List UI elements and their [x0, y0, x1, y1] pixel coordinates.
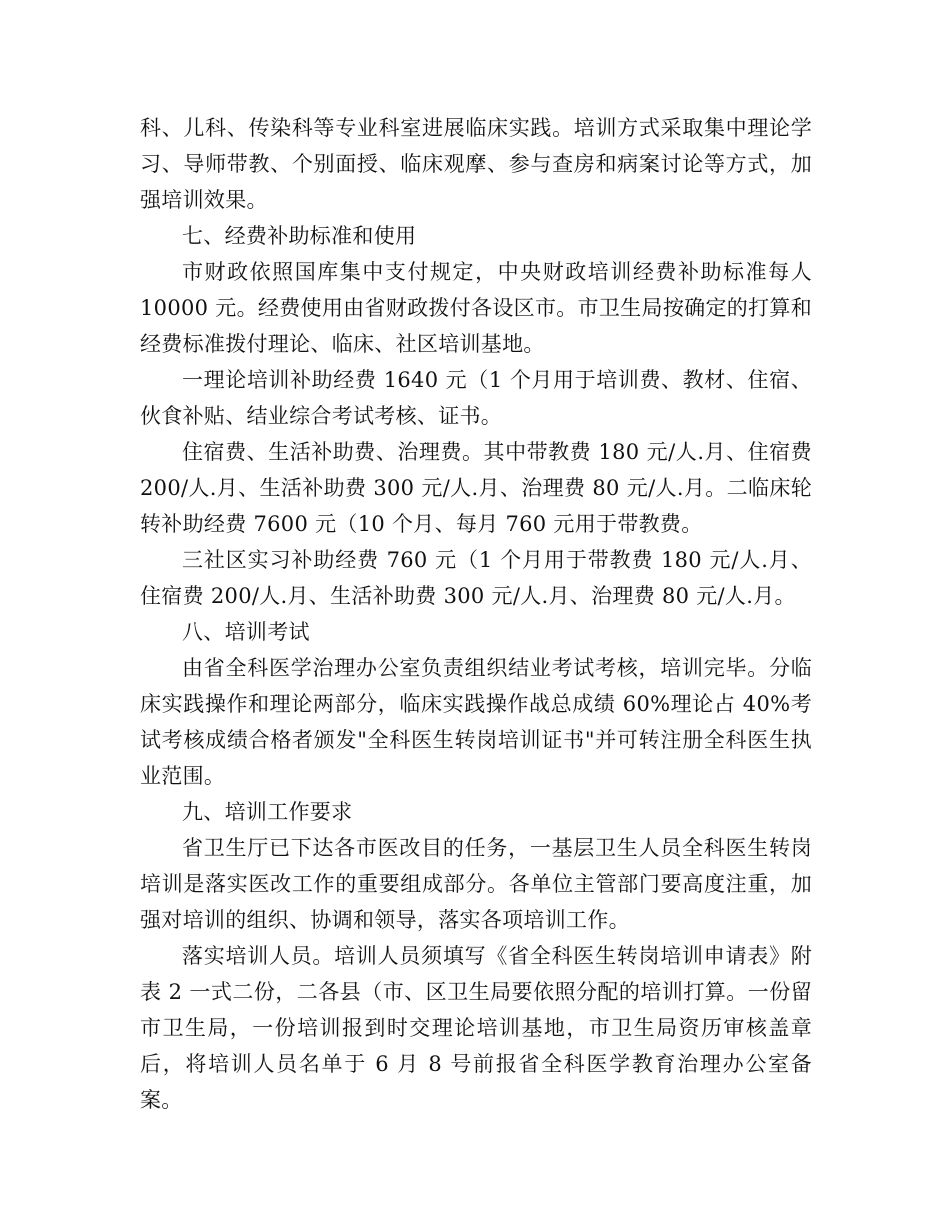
section-heading-funding: 七、经费补助标准和使用: [182, 224, 417, 248]
section-heading-exam: 八、培训考试: [182, 620, 310, 644]
paragraph-clinical-practice: 科、儿科、传染科等专业科室进展临床实践。培训方式采取集中理论学习、导师带教、个别面授、临床观摩、参与查房和病案讨论等方式，加强培训效果。: [140, 116, 812, 212]
paragraph-accommodation-funding: 住宿费、生活补助费、治理费。其中带教费 180 元/人.月、住宿费 200/人.月、生活补助费 300 元/人.月、治理费 80 元/人.月。二临床轮转补助经费 7600 元（10 个月、每月 760 元用于带教费。: [140, 440, 812, 536]
paragraph-requirements: 省卫生厅已下达各市医改目的任务，一基层卫生人员全科医生转岗培训是落实医改工作的重要组成部分。各单位主管部门要高度注重，加强对培训的组织、协调和领导，落实各项培训工作。: [140, 836, 812, 932]
paragraph-funding-standard: 市财政依照国库集中支付规定，中央财政培训经费补助标准每人 10000 元。经费使用由省财政拨付各设区市。市卫生局按确定的打算和经费标准拨付理论、临床、社区培训基地。: [140, 260, 812, 356]
paragraph-community-funding: 三社区实习补助经费 760 元（1 个月用于带教费 180 元/人.月、住宿费 200/人.月、生活补助费 300 元/人.月、治理费 80 元/人.月。: [140, 548, 812, 608]
section-heading-requirements: 九、培训工作要求: [182, 800, 353, 824]
document-page: [140, 110, 812, 1118]
paragraph-personnel: 落实培训人员。培训人员须填写《省全科医生转岗培训申请表》附表 2 一式二份，二各县（市、区卫生局要依照分配的培训打算。一份留市卫生局，一份培训报到时交理论培训基地，市卫生局资历审核盖章后，将培训人员名单于 6 月 8 号前报省全科医学教育治理办公室备案。: [140, 944, 812, 1112]
paragraph-theory-funding: 一理论培训补助经费 1640 元（1 个月用于培训费、教材、住宿、伙食补贴、结业综合考试考核、证书。: [140, 368, 812, 428]
paragraph-exam: 由省全科医学治理办公室负责组织结业考试考核，培训完毕。分临床实践操作和理论两部分，临床实践操作战总成绩 60%理论占 40%考试考核成绩合格者颁发"全科医生转岗培训证书"并可转注册全科医生执业范围。: [140, 656, 812, 788]
